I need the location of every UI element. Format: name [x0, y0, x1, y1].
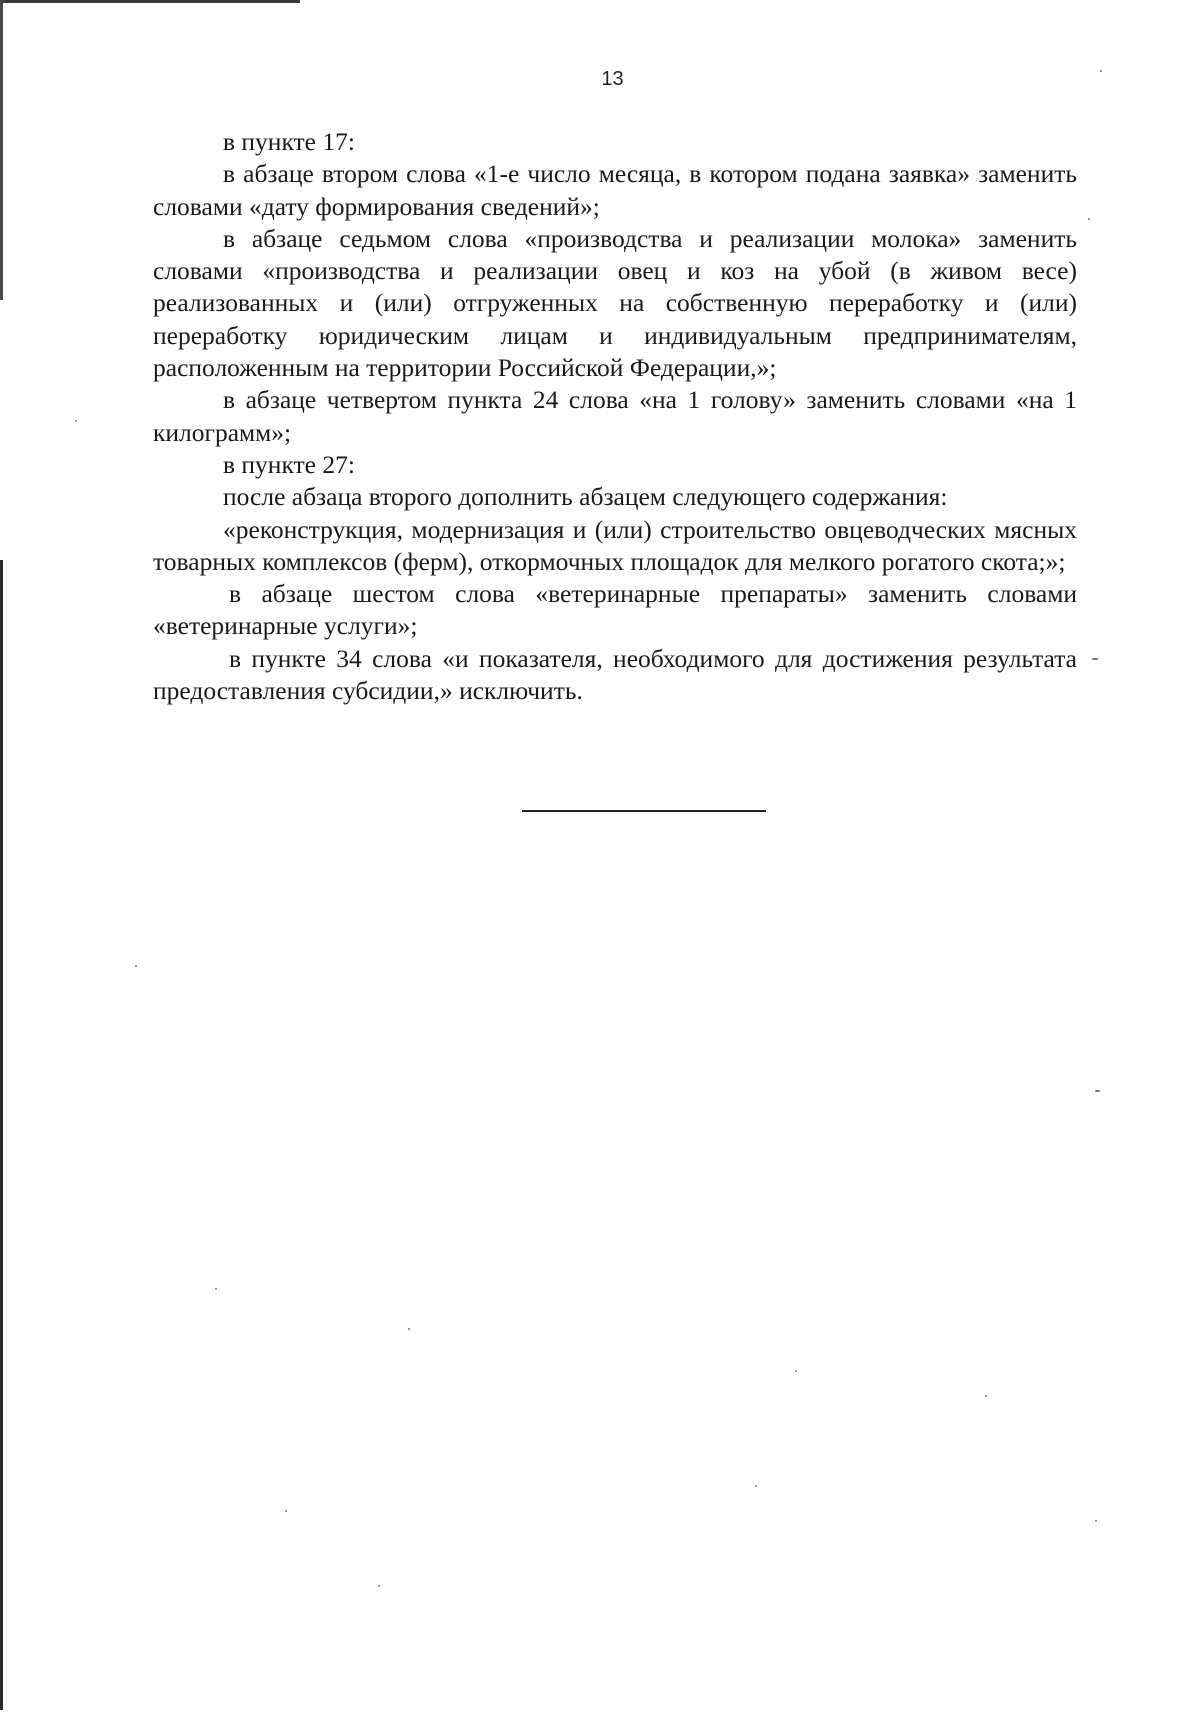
paragraph-item-17-heading: в пункте 17: — [223, 127, 355, 156]
scan-border-top-left — [0, 0, 3, 300]
paragraph-item-34: в пункте 34 слова «и показателя, необходимого для достижения результата предоставления субсидии,» исключить. — [153, 643, 1077, 706]
scan-speck — [1100, 70, 1102, 72]
scan-speck — [985, 1395, 987, 1397]
scan-border-left — [0, 560, 3, 1710]
scan-speck — [378, 1585, 380, 1587]
paragraph-item-17-abzac-7: в абзаце седьмом слова «производства и реализации молока» заменить словами «производства и реализации овец и коз на убой (в живом весе) реализованных и (или) отгруженных на собственную переработку и (или) переработку юридическим лицам и индивидуальным предпринимателям, расположенным на территории Российской Федерации,»; — [153, 223, 1077, 383]
scan-border-top — [0, 0, 300, 3]
scan-speck — [215, 1288, 217, 1290]
scan-speck — [755, 1485, 757, 1487]
scan-speck — [1088, 218, 1090, 220]
end-of-text-rule — [522, 810, 766, 812]
scan-speck — [75, 420, 77, 422]
paragraph-item-27-abzac-6: в абзаце шестом слова «ветеринарные препараты» заменить словами «ветеринарные услуги»; — [153, 579, 1077, 641]
paragraph-item-27-heading: в пункте 27: — [223, 449, 355, 479]
scan-speck — [135, 965, 137, 967]
scan-speck — [795, 1370, 797, 1372]
scan-speck — [1095, 1520, 1097, 1522]
paragraph-item-17-abzac-2: в абзаце втором слова «1-е число месяца, в котором подана заявка» заменить словами «дату формирования сведений»; — [153, 159, 1077, 221]
paragraph-item-27-new-text: «реконструкция, модернизация и (или) строительство овцеводческих мясных товарных комплексов (ферм), откормочных площадок для мелкого рогатого скота;»; — [153, 514, 1077, 576]
paragraph-item-24: в абзаце четвертом пункта 24 слова «на 1 голову» заменить словами «на 1 килограмм»; — [153, 385, 1077, 447]
scan-speck — [285, 1510, 287, 1512]
paragraph-item-27-addition: после абзаца второго дополнить абзацем следующего содержания: — [223, 482, 948, 512]
scan-speck — [408, 1328, 410, 1330]
scan-speck — [1095, 1090, 1100, 1092]
page-number: 13 — [601, 68, 624, 90]
scan-speck — [1092, 658, 1098, 660]
document-body — [153, 126, 1077, 707]
